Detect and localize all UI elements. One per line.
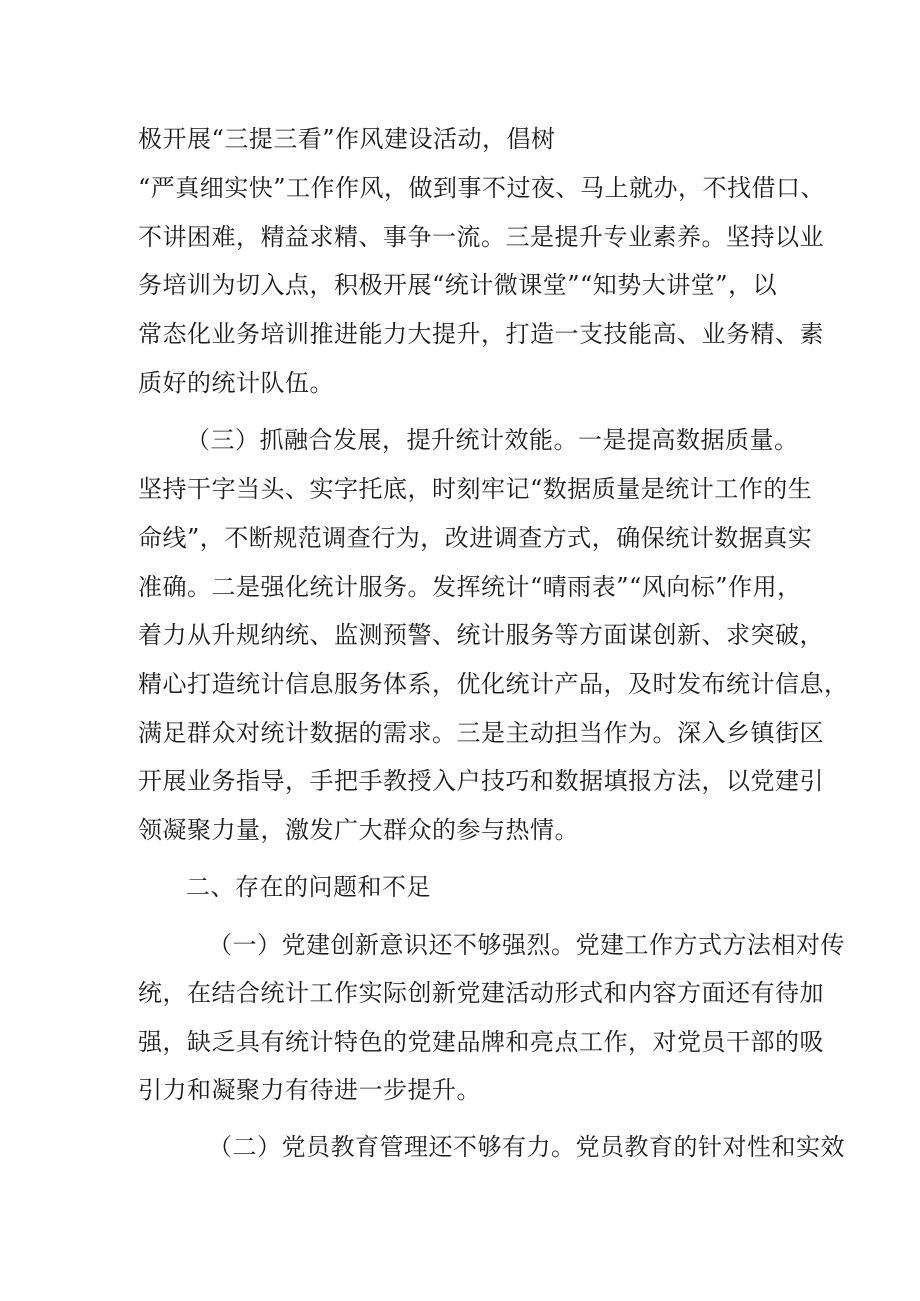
- text-line: 极开展“三提三看”作风建设活动，倡树: [138, 125, 556, 153]
- text-line: 不讲困难，精益求精、事争一流。三是提升专业素养。坚持以业: [138, 223, 824, 251]
- text-line: “严真细实快”工作作风，做到事不过夜、马上就办，不找借口、: [138, 174, 826, 202]
- text-line: 着力从升规纳统、监测预警、统计服务等方面谋创新、求突破，: [138, 621, 824, 649]
- text-line: 满足群众对统计数据的需求。三是主动担当作为。深入乡镇街区: [138, 719, 824, 747]
- text-line: 领凝聚力量，激发广大群众的参与热情。: [138, 816, 579, 844]
- text-line: 引力和凝聚力有待进一步提升。: [138, 1076, 481, 1104]
- section-paragraph-start: （一）党建创新意识还不够强烈。党建工作方式方法相对传: [208, 931, 845, 959]
- text-line: 精心打造统计信息服务体系，优化统计产品，及时发布统计信息，: [138, 670, 849, 698]
- text-line: 质好的统计队伍。: [138, 369, 334, 397]
- text-line: 准确。二是强化统计服务。发挥统计“晴雨表”“风向标”作用，: [138, 573, 802, 601]
- text-line: 开展业务指导，手把手教授入户技巧和数据填报方法，以党建引: [138, 767, 824, 795]
- text-line: 统，在结合统计工作实际创新党建活动形式和内容方面还有待加: [138, 979, 824, 1007]
- section-heading: 二、存在的问题和不足: [186, 873, 431, 901]
- text-line: 坚持干字当头、实字托底，时刻牢记“数据质量是统计工作的生: [138, 475, 813, 503]
- text-line: 务培训为切入点，积极开展“统计微课堂”“知势大讲堂”，以: [138, 271, 778, 299]
- text-line: 命线”，不断规范调查行为，改进调查方式，确保统计数据真实: [138, 524, 813, 552]
- section-paragraph-start: （三）抓融合发展，提升统计效能。一是提高数据质量。: [186, 426, 799, 454]
- text-line: 强，缺乏具有统计特色的党建品牌和亮点工作，对党员干部的吸: [138, 1028, 824, 1056]
- section-paragraph-start: （二）党员教育管理还不够有力。党员教育的针对性和实效: [208, 1133, 845, 1161]
- text-line: 常态化业务培训推进能力大提升，打造一支技能高、业务精、素: [138, 320, 824, 348]
